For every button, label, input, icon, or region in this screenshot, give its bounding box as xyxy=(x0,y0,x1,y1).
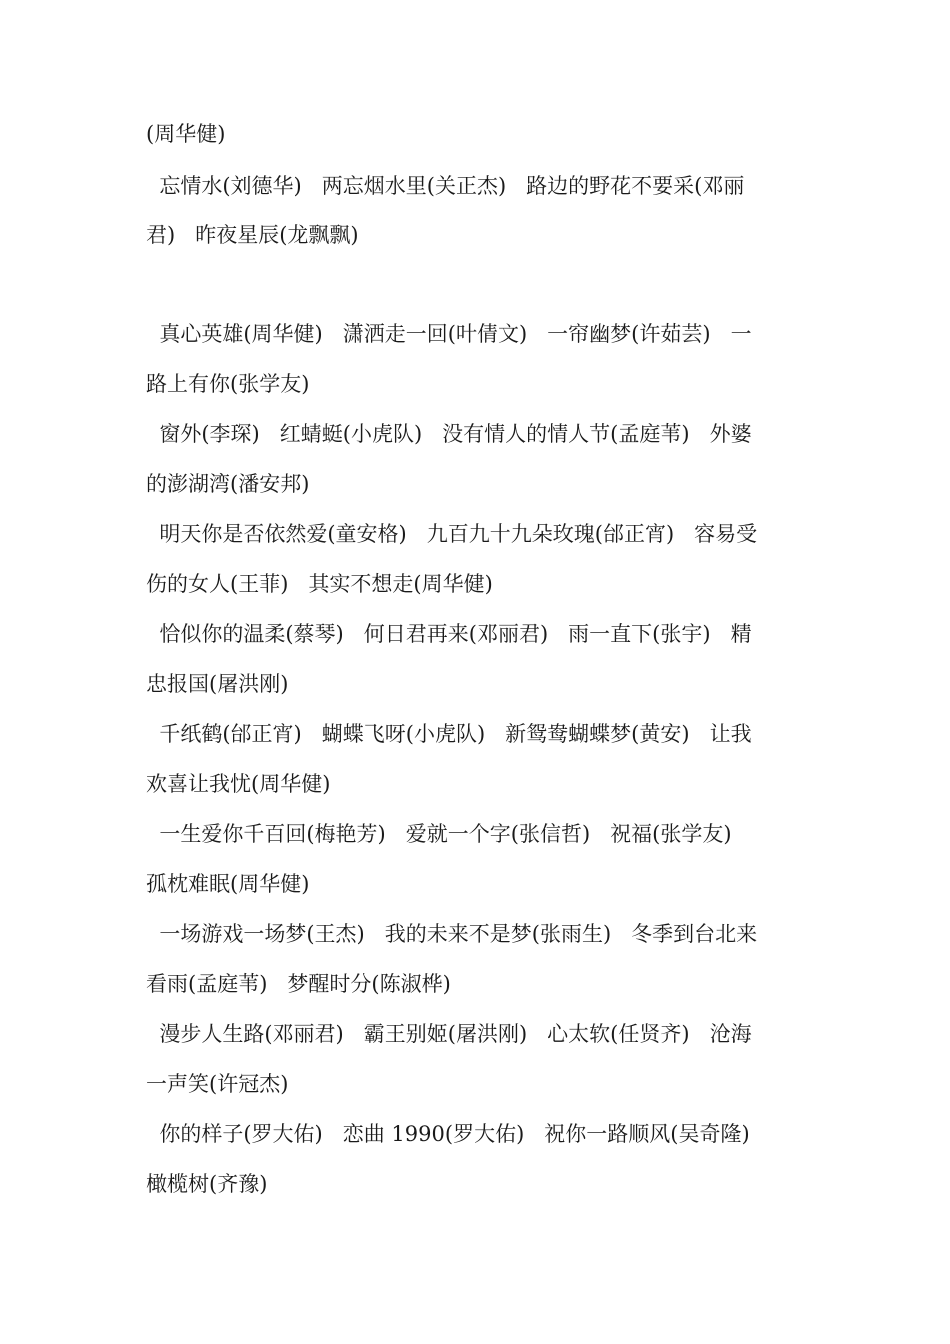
text-line: 真心英雄(周华健) 潇洒走一回(叶倩文) 一帘幽梦(许茹芸) 一 xyxy=(146,322,752,346)
text-line: 伤的女人(王菲) 其实不想走(周华健) xyxy=(146,572,493,596)
text-line: 一生爱你千百回(梅艳芳) 爱就一个字(张信哲) 祝福(张学友) xyxy=(146,822,732,846)
text-line: 看雨(孟庭苇) 梦醒时分(陈淑桦) xyxy=(146,972,451,996)
text-line: 路上有你(张学友) xyxy=(146,372,310,396)
text-line: 忘情水(刘德华) 两忘烟水里(关正杰) 路边的野花不要采(邓丽 xyxy=(146,174,745,198)
text-line: 明天你是否依然爱(童安格) 九百九十九朵玫瑰(邰正宵) 容易受 xyxy=(146,522,758,546)
text-line: 君) 昨夜星辰(龙飘飘) xyxy=(146,223,359,247)
text-line: 一场游戏一场梦(王杰) 我的未来不是梦(张雨生) 冬季到台北来 xyxy=(146,922,758,946)
text-line: 孤枕难眠(周华健) xyxy=(146,872,310,896)
text-line: 橄榄树(齐豫) xyxy=(146,1172,268,1196)
text-line: 一声笑(许冠杰) xyxy=(146,1072,289,1096)
text-line: 漫步人生路(邓丽君) 霸王别姬(屠洪刚) 心太软(任贤齐) 沧海 xyxy=(146,1022,752,1046)
text-line: 忠报国(屠洪刚) xyxy=(146,672,289,696)
text-line: 的澎湖湾(潘安邦) xyxy=(146,472,310,496)
text-line: 窗外(李琛) 红蜻蜓(小虎队) 没有情人的情人节(孟庭苇) 外婆 xyxy=(146,422,752,446)
text-line: 欢喜让我忧(周华健) xyxy=(146,772,331,796)
text-line: 千纸鹤(邰正宵) 蝴蝶飞呀(小虎队) 新鸳鸯蝴蝶梦(黄安) 让我 xyxy=(146,722,752,746)
text-line: 恰似你的温柔(蔡琴) 何日君再来(邓丽君) 雨一直下(张宇) 精 xyxy=(146,622,752,646)
text-line: (周华健) xyxy=(146,122,226,146)
text-line: 你的样子(罗大佑) 恋曲 1990(罗大佑) 祝你一路顺风(吴奇隆) xyxy=(146,1122,750,1146)
